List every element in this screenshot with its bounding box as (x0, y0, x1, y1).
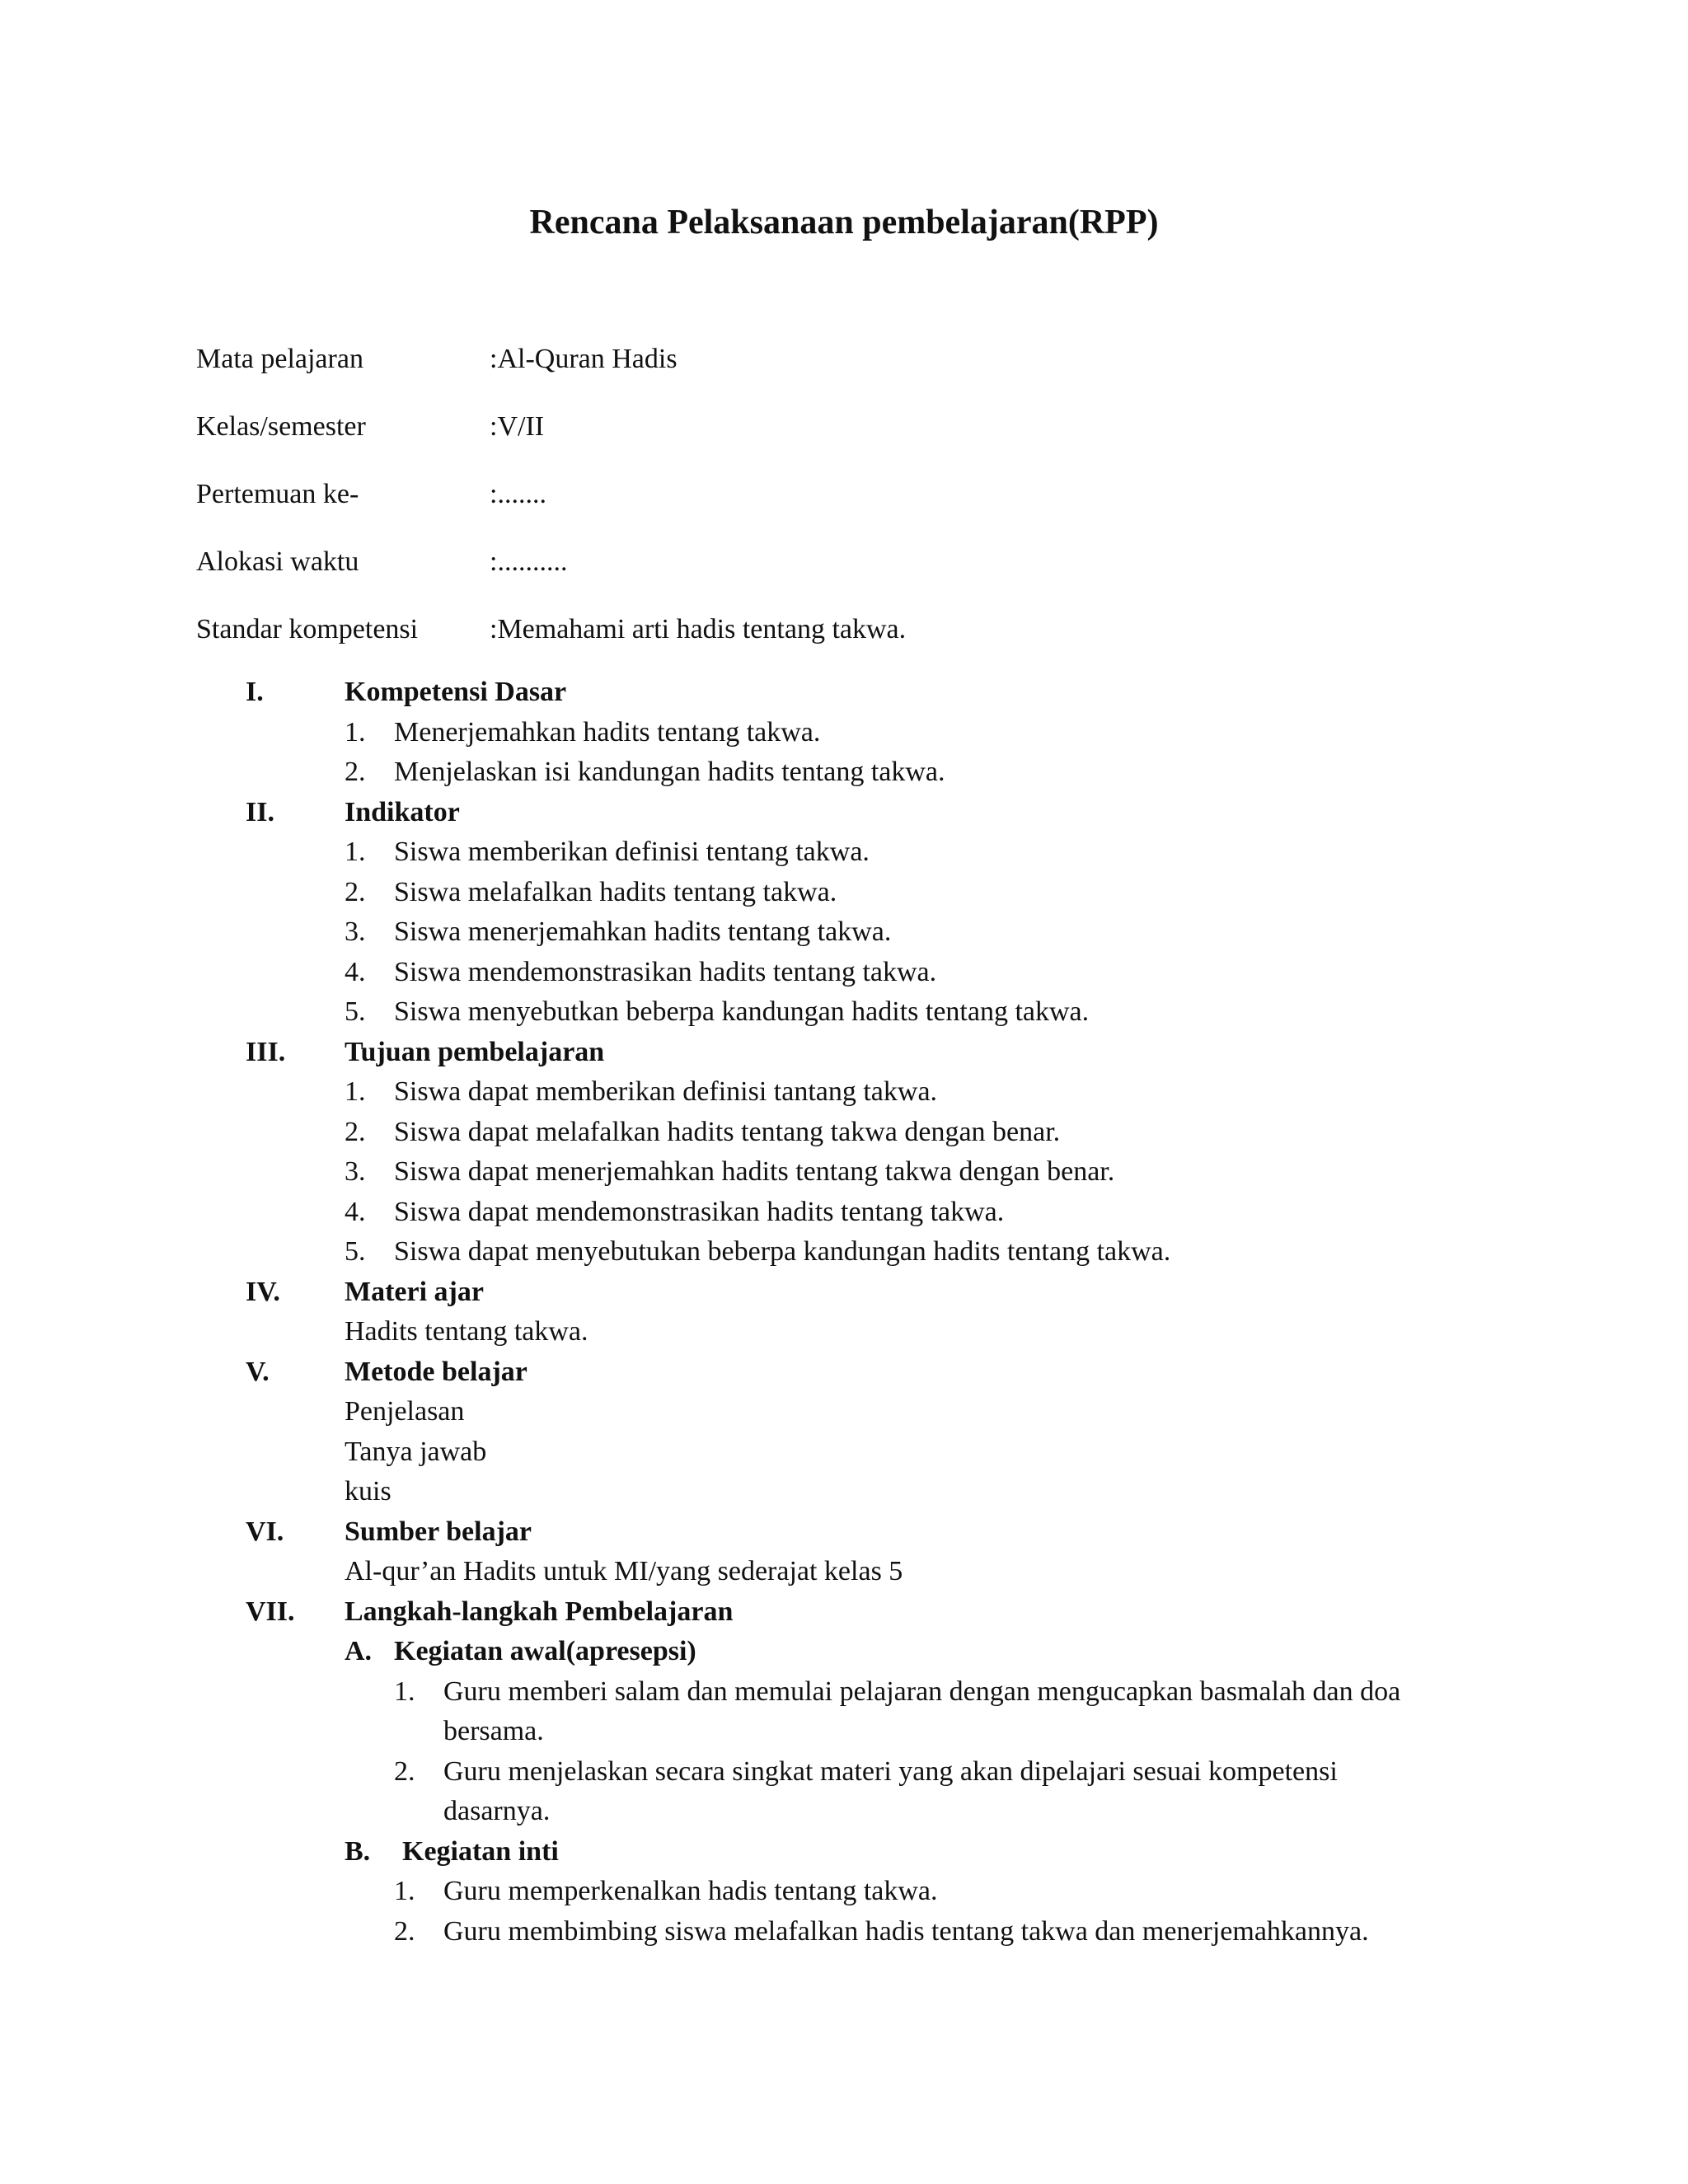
info-value: :Al-Quran Hadis (490, 344, 678, 374)
section-title: Metode belajar (345, 1356, 528, 1387)
info-row-alokasi-waktu (196, 537, 906, 605)
info-value: :V/II (490, 411, 545, 442)
list-text: Menjelaskan isi kandungan hadits tentang takwa. (394, 757, 945, 787)
list-number: 5. (345, 1236, 366, 1267)
list-number: 1. (345, 716, 366, 748)
info-row-pertemuan (196, 470, 906, 537)
subsection-title: Kegiatan inti (402, 1835, 559, 1867)
info-label: Kelas/semester (196, 411, 366, 442)
list-number: 2. (345, 757, 366, 787)
section-title: Langkah-langkah Pembelajaran (345, 1596, 734, 1627)
section-numeral: IV. (246, 1276, 280, 1307)
list-number: 1. (394, 1675, 415, 1707)
list-text: Guru membimbing siswa melafalkan hadis tentang takwa dan menerjemahkannya. (443, 1915, 1369, 1947)
section-title: Materi ajar (345, 1276, 484, 1307)
info-label: Standar kompetensi (196, 614, 419, 644)
section-title: Sumber belajar (345, 1516, 532, 1547)
list-text: Siswa menerjemahkan hadits tentang takwa. (394, 916, 892, 947)
section-text: Al-qur’an Hadits untuk MI/yang sederajat kelas 5 (345, 1556, 903, 1586)
list-text: Siswa dapat melafalkan hadits tentang takwa dengan benar. (394, 1116, 1061, 1147)
list-number: 1. (345, 837, 366, 867)
info-label: Mata pelajaran (196, 344, 363, 374)
list-text: Guru memberi salam dan memulai pelajaran dengan mengucapkan basmalah dan doa (443, 1675, 1401, 1707)
list-number: 2. (345, 1116, 366, 1147)
list-text: Guru menjelaskan secara singkat materi yang akan dipelajari sesuai kompetensi (443, 1755, 1338, 1787)
info-label: Alokasi waktu (196, 546, 359, 577)
list-text: Siswa melafalkan hadits tentang takwa. (394, 876, 837, 907)
list-text: Menerjemahkan hadits tentang takwa. (394, 716, 821, 748)
section-title: Tujuan pembelajaran (345, 1036, 605, 1067)
section-numeral: VI. (246, 1516, 284, 1547)
list-text: Siswa dapat memberikan definisi tantang takwa. (394, 1076, 938, 1107)
list-number: 2. (394, 1755, 415, 1787)
list-text: Siswa mendemonstrasikan hadits tentang takwa. (394, 956, 937, 987)
list-number: 3. (345, 916, 366, 947)
list-text-continuation: dasarnya. (443, 1796, 551, 1826)
section-numeral: II. (246, 796, 274, 827)
info-table (196, 335, 906, 673)
section-title: Indikator (345, 796, 460, 827)
section-numeral: V. (246, 1356, 270, 1387)
section-numeral: VII. (246, 1596, 295, 1627)
section-text: Penjelasan (345, 1396, 465, 1427)
info-value: :....... (490, 479, 546, 509)
list-text: Siswa dapat menyebutukan beberpa kandungan hadits tentang takwa. (394, 1236, 1171, 1267)
info-label: Pertemuan ke- (196, 479, 359, 509)
list-text-continuation: bersama. (443, 1716, 544, 1746)
list-text: Siswa dapat menerjemahkan hadits tentang takwa dengan benar. (394, 1156, 1115, 1187)
list-number: 4. (345, 1196, 366, 1227)
section-numeral: III. (246, 1036, 286, 1067)
section-text: Hadits tentang takwa. (345, 1316, 588, 1347)
list-number: 2. (394, 1915, 415, 1947)
subsection-letter: B. (345, 1835, 371, 1867)
list-number: 1. (345, 1076, 366, 1107)
section-text: kuis (345, 1476, 392, 1507)
list-text: Siswa dapat mendemonstrasikan hadits tentang takwa. (394, 1196, 1005, 1227)
list-text: Guru memperkenalkan hadis tentang takwa. (443, 1876, 938, 1906)
list-number: 2. (345, 876, 366, 907)
info-row-mata-pelajaran (196, 335, 906, 402)
page-title: Rencana Pelaksanaan pembelajaran(RPP) (529, 204, 1159, 241)
info-value: :.......... (490, 546, 568, 577)
info-value: :Memahami arti hadis tentang takwa. (490, 614, 907, 644)
list-text: Siswa menyebutkan beberpa kandungan hadits tentang takwa. (394, 996, 1090, 1027)
list-number: 4. (345, 956, 366, 987)
section-numeral: I. (246, 677, 264, 707)
list-number: 5. (345, 996, 366, 1027)
list-number: 3. (345, 1156, 366, 1187)
list-text: Siswa memberikan definisi tentang takwa. (394, 837, 870, 867)
subsection-letter: A. (345, 1636, 373, 1666)
list-number: 1. (394, 1876, 415, 1906)
section-title: Kompetensi Dasar (345, 677, 567, 707)
info-row-standar-kompetensi (196, 605, 906, 673)
section-text: Tanya jawab (345, 1436, 487, 1467)
info-row-kelas-semester (196, 402, 906, 470)
subsection-title: Kegiatan awal(apresepsi) (394, 1636, 696, 1666)
